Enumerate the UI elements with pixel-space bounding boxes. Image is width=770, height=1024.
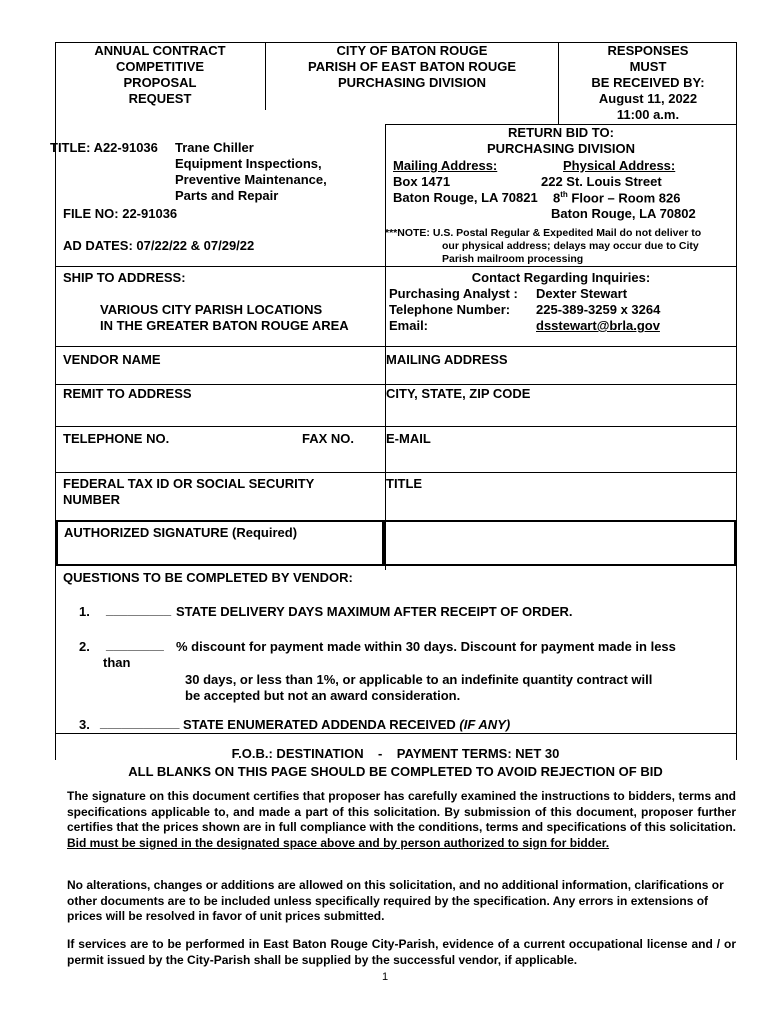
tax-id-label: FEDERAL TAX ID OR SOCIAL SECURITY NUMBER [63, 476, 315, 507]
postal-note: ***NOTE: U.S. Postal Regular & Expedited Mail do not deliver to our physical address; delays may occur due to City Parish mailroom processing [385, 227, 702, 265]
title-line: Preventive Maintenance, [175, 172, 327, 187]
title-line: Equipment Inspections, [175, 156, 322, 171]
certification-paragraph: The signature on this document certifies that proposer has carefully examined the instructions to bidders, terms and specifications applicable to, and made a part of this solicitation. By submission of this document, proposer further certifies that the prices shown are in full compliance with the conditions, terms and specifications of this solicitation. Bid must be signed in the designated space above and by person authorized to sign for bidder. [67, 789, 736, 850]
question-1-number: 1. [79, 604, 90, 619]
form-center-divider [385, 124, 386, 570]
blanks-warning: ALL BLANKS ON THIS PAGE SHOULD BE COMPLETED TO AVOID REJECTION OF BID [128, 764, 663, 779]
email-field-label: E-MAIL [386, 431, 431, 446]
questions-heading: QUESTIONS TO BE COMPLETED BY VENDOR: [63, 570, 353, 585]
question-3-blank[interactable]: ___________ [100, 715, 180, 730]
mailing-address-label: Mailing Address: [393, 158, 498, 173]
physical-address-label: Physical Address: [563, 158, 676, 173]
title-line: Parts and Repair [175, 188, 279, 203]
question-3-number: 3. [79, 717, 90, 732]
contact-values: Dexter Stewart 225-389-3259 x 3264 dsstewart@brla.gov [536, 286, 661, 333]
section-border [55, 346, 736, 347]
issuing-agency: CITY OF BATON ROUGE PARISH OF EAST BATON ROUGE PURCHASING DIVISION [307, 43, 516, 90]
ad-dates: AD DATES: 07/22/22 & 07/29/22 [63, 238, 255, 253]
question-2-than: than [103, 655, 131, 670]
section-border [55, 266, 736, 267]
response-deadline: RESPONSES MUST BE RECEIVED BY: August 11, 2022 11:00 a.m. [591, 43, 705, 122]
license-paragraph: If services are to be performed in East Baton Rouge City-Parish, evidence of a current occupational license and / or permit issued by the City-Parish shall be supplied by the successful vendor, if applicable. [67, 937, 736, 967]
question-2-text: % discount for payment made within 30 days. Discount for payment made in less [176, 639, 676, 654]
contact-heading: Contact Regarding Inquiries: [471, 270, 651, 285]
form-right-border [736, 42, 737, 760]
title-block [50, 140, 380, 204]
telephone-label: TELEPHONE NO. [63, 431, 170, 446]
question-2-blank[interactable]: ________ [106, 637, 164, 652]
contact-email-link[interactable]: dsstewart@brla.gov [536, 318, 660, 333]
ship-to-address: VARIOUS CITY PARISH LOCATIONS IN THE GREATER BATON ROUGE AREA [100, 302, 349, 333]
physical-city: Baton Rouge, LA 70802 [551, 206, 696, 221]
contact-labels: Purchasing Analyst : Telephone Number: Email: [389, 286, 518, 333]
alterations-paragraph: No alterations, changes or additions are allowed on this solicitation, and no additional information, clarifications or other documents are to be included unless specifically required by the specification. Any errors in extensions of prices will be resolved in favor of unit prices submitted. [67, 878, 724, 923]
city-state-zip-label: CITY, STATE, ZIP CODE [386, 386, 531, 401]
title-line: Trane Chiller [175, 140, 254, 155]
signature-label: AUTHORIZED SIGNATURE (Required) [64, 525, 298, 540]
title-field-label: TITLE [386, 476, 423, 491]
fax-label: FAX NO. [302, 431, 355, 446]
signature-field[interactable] [384, 520, 736, 566]
section-border [55, 426, 736, 427]
mailing-address: Box 1471 Baton Rouge, LA 70821 [393, 174, 538, 205]
return-bid-heading: RETURN BID TO: PURCHASING DIVISION [486, 125, 636, 156]
question-1-blank[interactable]: _________ [106, 602, 172, 617]
file-number: FILE NO: 22-91036 [63, 206, 178, 221]
physical-floor: 8th Floor – Room 826 [553, 190, 681, 206]
section-border [55, 472, 736, 473]
signature-box[interactable] [56, 520, 384, 566]
ship-to-label: SHIP TO ADDRESS: [63, 270, 186, 285]
question-1-text: STATE DELIVERY DAYS MAXIMUM AFTER RECEIPT OF ORDER. [176, 604, 573, 619]
remit-address-label: REMIT TO ADDRESS [63, 386, 192, 401]
physical-street: 222 St. Louis Street [541, 174, 662, 189]
fob-terms: F.O.B.: DESTINATION - PAYMENT TERMS: NET 30 [231, 746, 560, 761]
header-divider-2 [558, 42, 559, 125]
section-border [55, 384, 736, 385]
form-bottom-border [55, 733, 736, 734]
contract-type: ANNUAL CONTRACT COMPETITIVE PROPOSAL REQUEST [94, 43, 226, 106]
question-3-text: STATE ENUMERATED ADDENDA RECEIVED (IF ANY) [183, 717, 511, 732]
question-2-number: 2. [79, 639, 90, 654]
question-2-continued: 30 days, or less than 1%, or applicable to an indefinite quantity contract will be accepted but not an award consideration. [185, 672, 653, 703]
mailing-address-field-label: MAILING ADDRESS [386, 352, 508, 367]
page-number: 1 [381, 971, 389, 983]
title-label: TITLE: A22-91036 [50, 140, 158, 155]
vendor-name-label: VENDOR NAME [63, 352, 161, 367]
